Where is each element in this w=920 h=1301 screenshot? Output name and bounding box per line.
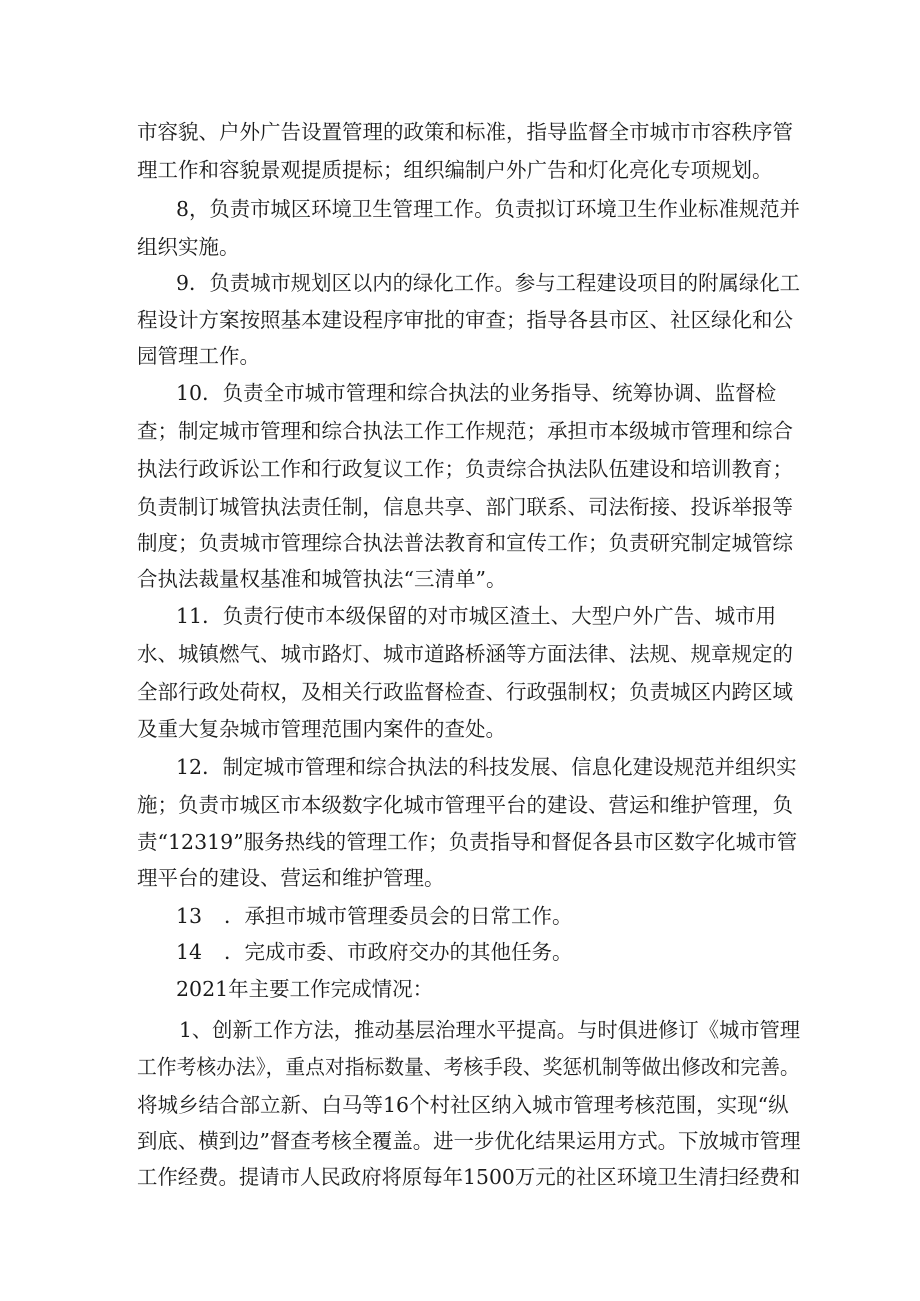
text-line: 及重大复杂城市管理范围内案件的查处。 (137, 717, 506, 741)
text-line: 1、创新工作方法，推动基层治理水平提高。与时俱进修订《城市管理 (179, 1018, 801, 1042)
item-number: 13 (176, 904, 203, 928)
text-line: 程设计方案按照基本建设程序审批的审查；指导各县市区、社区绿化和公 (137, 308, 793, 332)
text-line: 将城乡结合部立新、白马等16个村社区纳入城市管理考核范围，实现“纵 (137, 1093, 789, 1117)
text-line: 工作经费。提请市人民政府将原每年1500万元的社区环境卫生清扫经费和 (137, 1165, 801, 1189)
text-line: 全部行政处荷权，及相关行政监督检查、行政强制权；负责城区内跨区域 (137, 680, 793, 704)
text-line: 施；负责市城区市本级数字化城市管理平台的建设、营运和维护管理，负 (137, 793, 793, 817)
text-line: 理工作和容貌景观提质提标；组织编制户外广告和灯化亮化专项规划。 (137, 158, 773, 182)
text-line: 查；制定城市管理和综合执法工作工作规范；承担市本级城市管理和综合 (137, 419, 793, 443)
text-line (176, 903, 573, 929)
text-line: 园管理工作。 (137, 344, 260, 368)
section-heading: 2021年主要工作完成情况： (176, 977, 434, 1001)
text-line: 工作考核办法》，重点对指标数量、考核手段、奖惩机制等做出修改和完善。 (137, 1055, 800, 1079)
text-line: 市容貌、户外广告设置管理的政策和标准，指导监督全市城市市容秩序管 (137, 120, 793, 144)
text-line: 执法行政诉讼工作和行政复议工作；负责综合执法队伍建设和培训教育； (137, 457, 793, 481)
text-line: 8，负责市城区环境卫生管理工作。负责拟订环境卫生作业标准规范并 (176, 197, 801, 221)
text-line: 水、城镇燃气、城市路灯、城市道路桥涵等方面法律、法规、规章规定的 (137, 642, 793, 666)
text-line: 责“12319”服务热线的管理工作；负责指导和督促各县市区数字化城市管 (137, 830, 798, 854)
text-line: 到底、横到边”督查考核全覆盖。进一步优化结果运用方式。下放城市管理 (137, 1129, 801, 1153)
text-line: 理平台的建设、营运和维护管理。 (137, 866, 445, 890)
item-text: ．承担市城市管理委员会的日常工作。 (224, 904, 573, 928)
text-line: 组织实施。 (137, 235, 240, 259)
text-line: 10．负责全市城市管理和综合执法的业务指导、统筹协调、监督检 (176, 381, 777, 405)
text-line: 负责制订城管执法责任制，信息共享、部门联系、司法衔接、投诉举报等 (137, 495, 793, 519)
text-line: 合执法裁量权基准和城管执法“三清单”。 (137, 567, 507, 591)
item-text: ．完成市委、市政府交办的其他任务。 (224, 940, 573, 964)
item-number: 14 (176, 940, 203, 964)
text-line: 制度；负责城市管理综合执法普法教育和宣传工作；负责研究制定城管综 (137, 531, 793, 555)
text-line: 9．负责城市规划区以内的绿化工作。参与工程建设项目的附属绿化工 (176, 271, 801, 295)
text-line: 12．制定城市管理和综合执法的科技发展、信息化建设规范并组织实 (176, 755, 797, 779)
text-line (176, 939, 573, 965)
text-line: 11．负责行使市本级保留的对市城区渣土、大型户外广告、城市用 (176, 604, 777, 628)
